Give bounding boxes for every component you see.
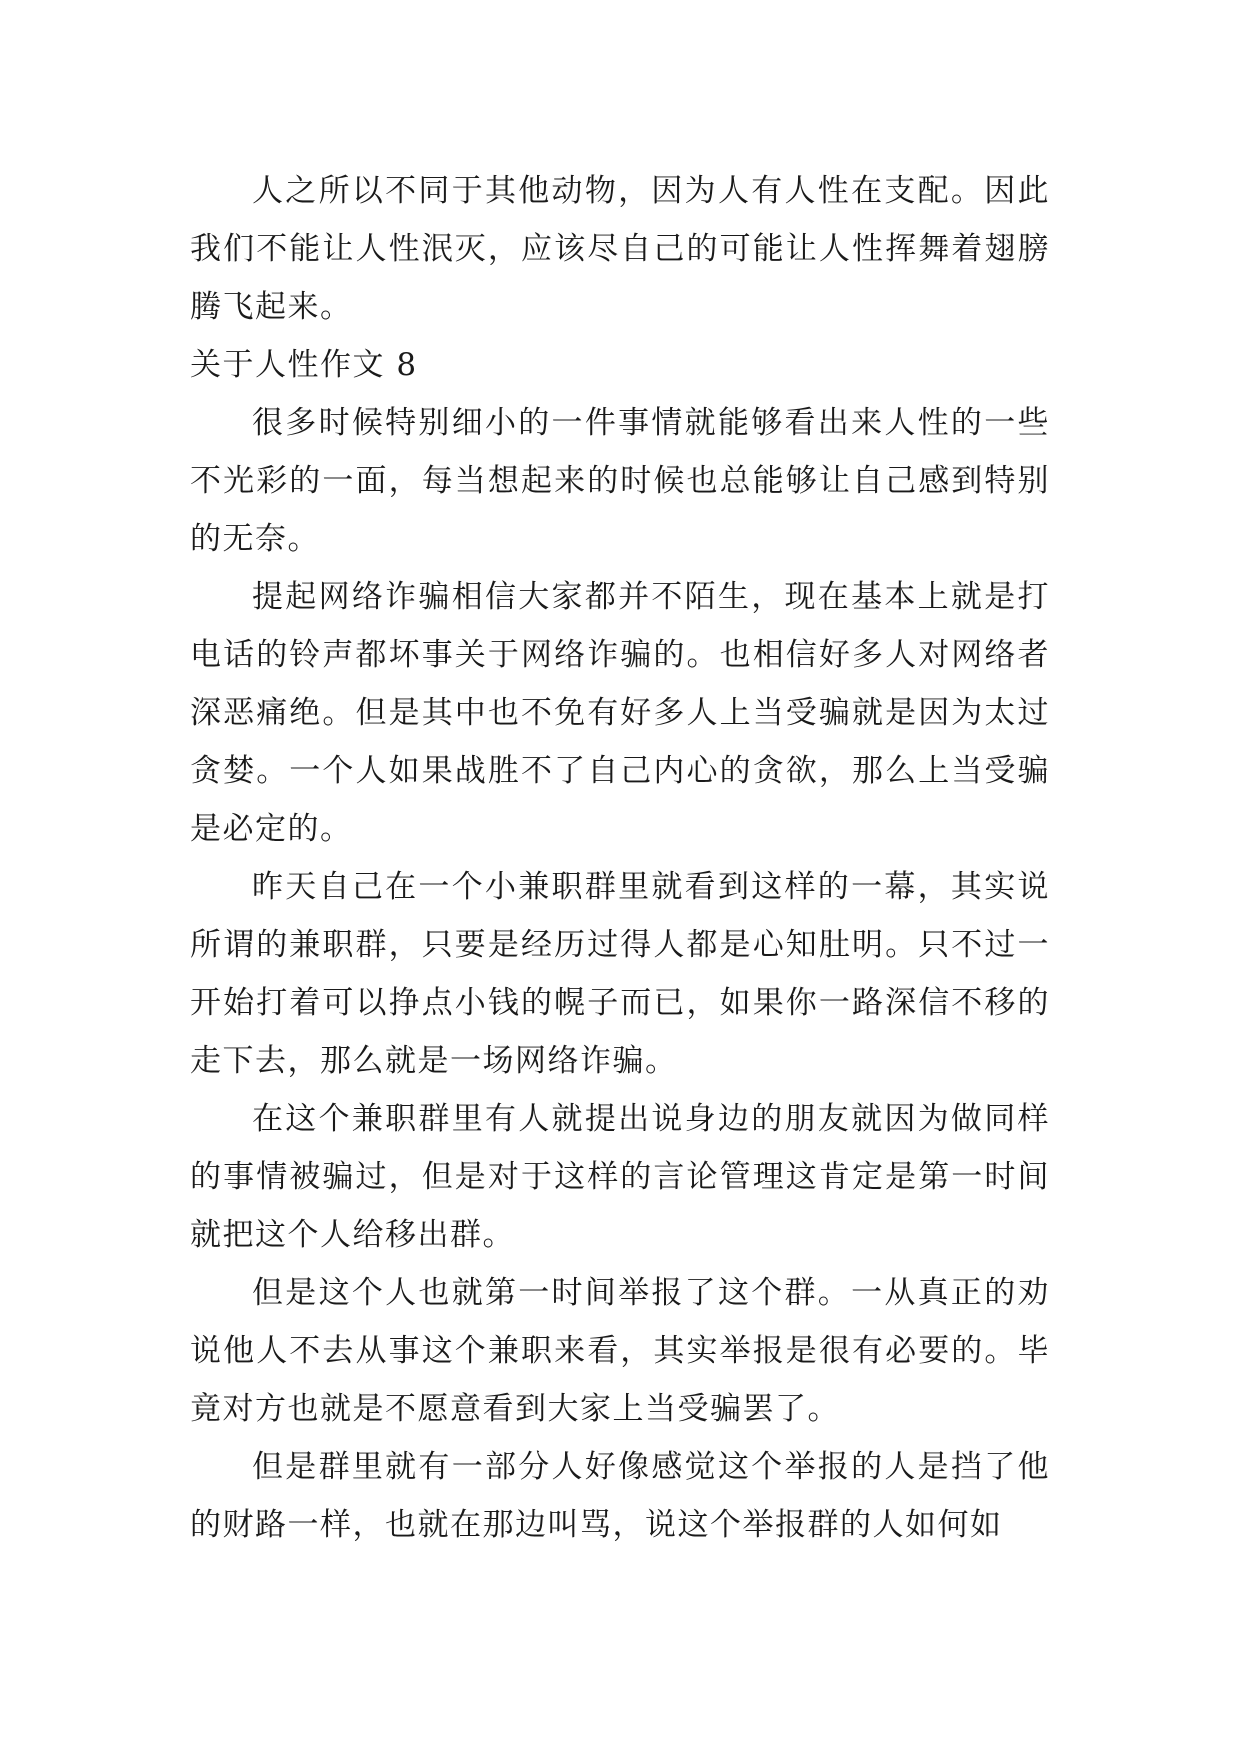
paragraph-6: 但是这个人也就第一时间举报了这个群。一从真正的劝说他人不去从事这个兼职来看，其实举报是很有必要的。毕竟对方也就是不愿意看到大家上当受骗罢了。 — [190, 1275, 1050, 1427]
paragraph-2: 很多时候特别细小的一件事情就能够看出来人性的一些不光彩的一面，每当想起来的时候也总能够让自己感到特别的无奈。 — [190, 405, 1050, 557]
paragraph-7: 但是群里就有一部分人好像感觉这个举报的人是挡了他的财路一样，也就在那边叫骂，说这个举报群的人如何如 — [190, 1449, 1050, 1543]
paragraph-3: 提起网络诈骗相信大家都并不陌生，现在基本上就是打电话的铃声都坏事关于网络诈骗的。也相信好多人对网络者深恶痛绝。但是其中也不免有好多人上当受骗就是因为太过贪婪。一个人如果战胜不了自己内心的贪欲，那么上当受骗是必定的。 — [190, 579, 1050, 847]
document-body — [190, 162, 1050, 1554]
paragraph-4: 昨天自己在一个小兼职群里就看到这样的一幕，其实说所谓的兼职群，只要是经历过得人都是心知肚明。只不过一开始打着可以挣点小钱的幌子而已，如果你一路深信不移的走下去，那么就是一场网络诈骗。 — [190, 869, 1050, 1079]
section-heading: 关于人性作文 8 — [190, 347, 418, 383]
paragraph-1: 人之所以不同于其他动物，因为人有人性在支配。因此我们不能让人性泯灭，应该尽自己的可能让人性挥舞着翅膀腾飞起来。 — [190, 173, 1050, 325]
paragraph-5: 在这个兼职群里有人就提出说身边的朋友就因为做同样的事情被骗过，但是对于这样的言论管理这肯定是第一时间就把这个人给移出群。 — [190, 1101, 1050, 1253]
